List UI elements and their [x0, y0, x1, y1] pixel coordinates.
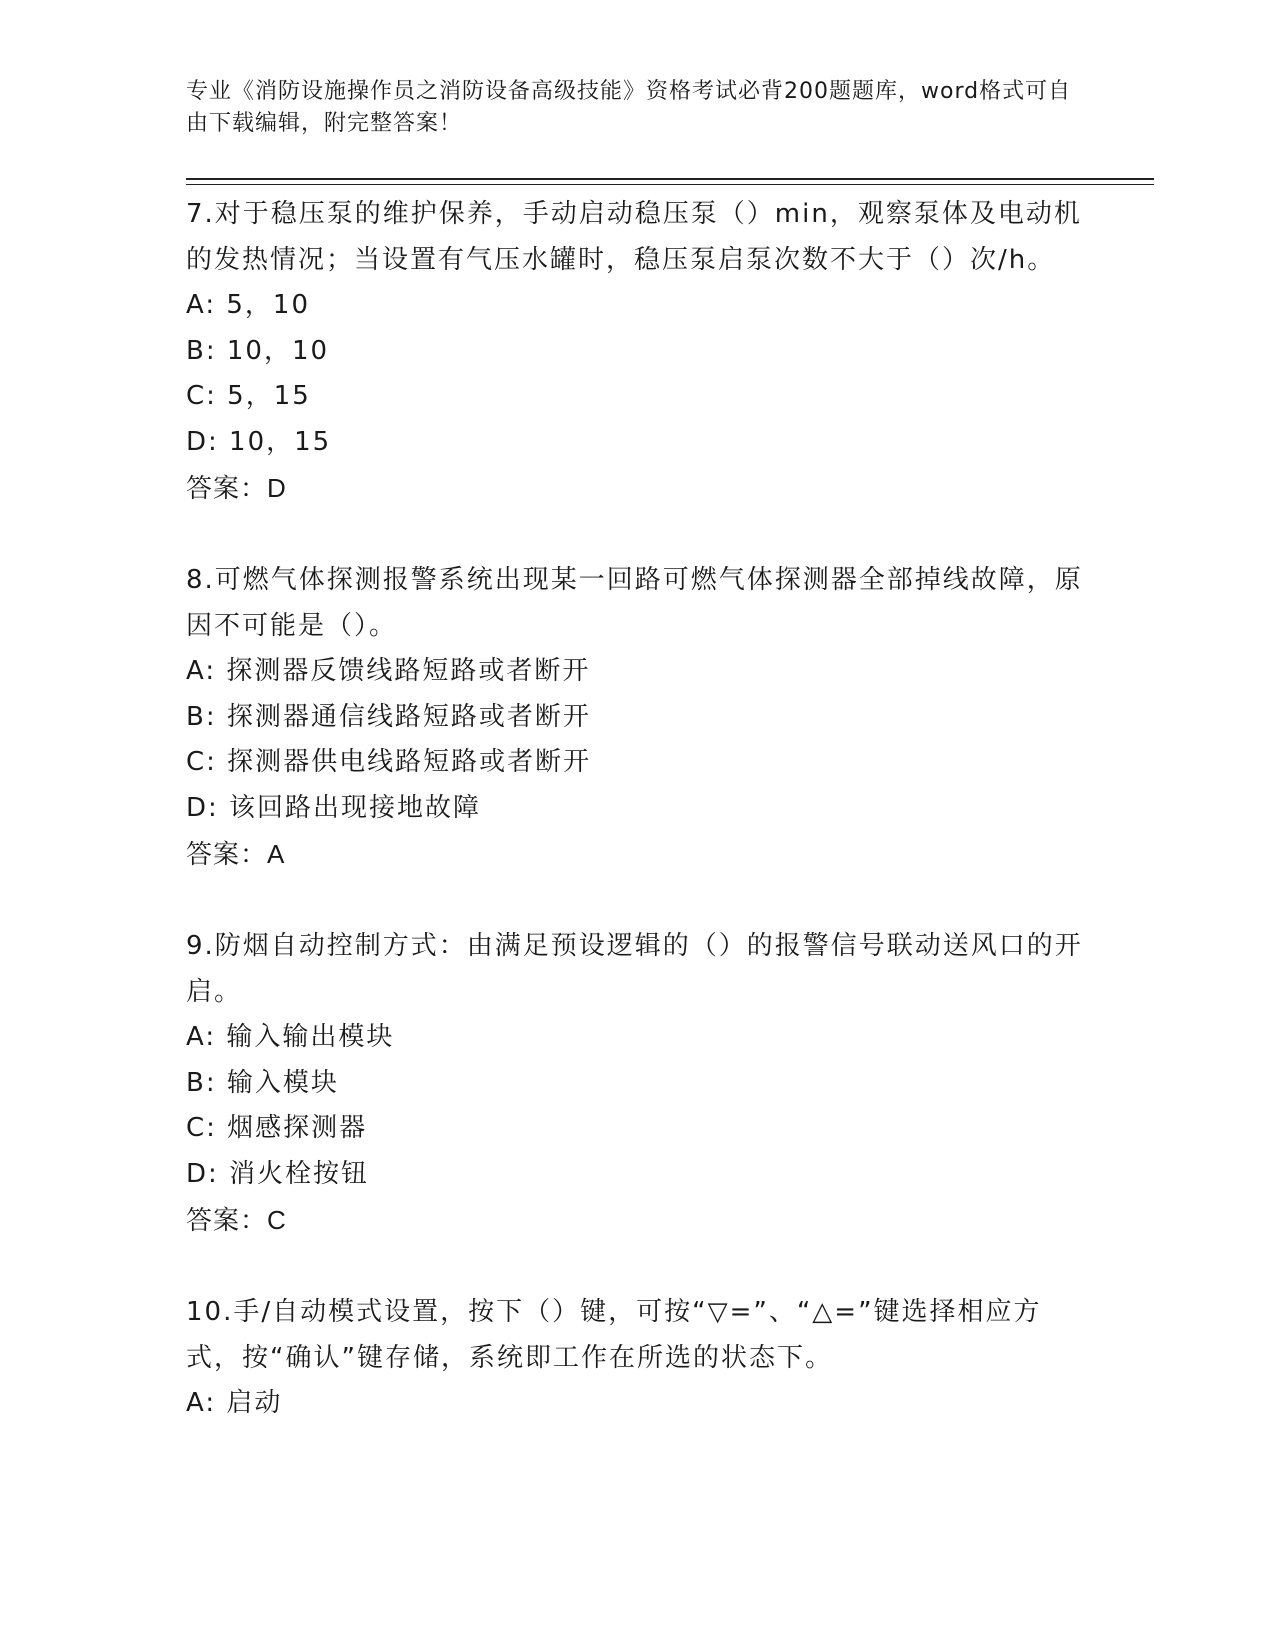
option-d: D: 10，15	[186, 426, 332, 457]
question-text: 8.可燃气体探测报警系统出现某一回路可燃气体探测器全部掉线故障，原因不可能是（）。	[186, 565, 1083, 641]
question-list	[186, 191, 1086, 1473]
question-7	[186, 191, 1086, 511]
option-d: D: 该回路出现接地故障	[186, 792, 482, 823]
option-d: D: 消火栓按钮	[186, 1158, 370, 1189]
option-c: C: 5，15	[186, 381, 311, 411]
question-text: 9.防烟自动控制方式：由满足预设逻辑的（）的报警信号联动送风口的开启。	[186, 931, 1083, 1007]
answer: 答案：C	[186, 1205, 287, 1235]
option-b: B: 输入模块	[186, 1067, 339, 1098]
question-text: 7.对于稳压泵的维护保养，手动启动稳压泵（）min，观察泵体及电动机的发热情况；当设置有气压水罐时，稳压泵启泵次数不大于（）次/h。	[186, 199, 1082, 275]
answer: 答案：A	[186, 839, 286, 869]
answer: 答案：D	[186, 473, 287, 503]
question-text: 10.手/自动模式设置，按下（）键，可按“▽=”、“△=”键选择相应方式，按“确认”键存储，系统即工作在所选的状态下。	[186, 1297, 1042, 1373]
header-divider-thick	[186, 178, 1154, 180]
header-divider-thin	[186, 184, 1154, 185]
option-c: C: 烟感探测器	[186, 1113, 368, 1143]
question-10	[186, 1289, 1086, 1427]
option-b: B: 探测器通信线路短路或者断开	[186, 701, 591, 732]
option-a: A: 5，10	[186, 290, 310, 320]
question-8	[186, 557, 1086, 877]
option-b: B: 10，10	[186, 335, 330, 366]
option-a: A: 启动	[186, 1388, 283, 1418]
document-header: 专业《消防设施操作员之消防设备高级技能》资格考试必背200题题库，word格式可自由下载编辑，附完整答案！	[186, 79, 1072, 136]
option-a: A: 输入输出模块	[186, 1022, 395, 1052]
option-c: C: 探测器供电线路短路或者断开	[186, 747, 592, 777]
question-9	[186, 923, 1086, 1243]
option-a: A: 探测器反馈线路短路或者断开	[186, 656, 591, 686]
